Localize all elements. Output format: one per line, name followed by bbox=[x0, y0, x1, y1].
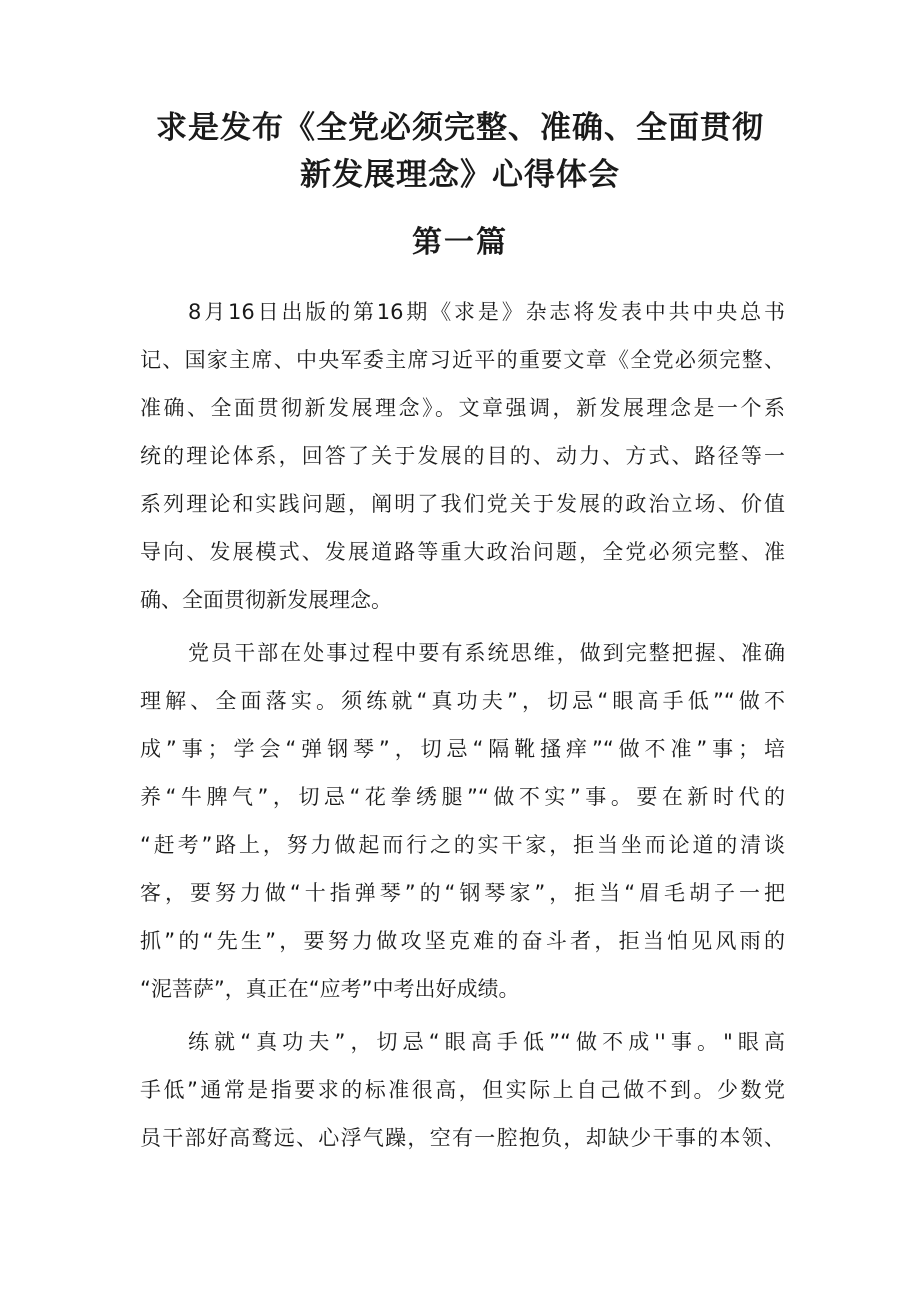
paragraph-1-line: 确、全面贯彻新发展理念。 bbox=[140, 588, 392, 612]
paragraph-1-line: 导向、发展模式、发展道路等重大政治问题，全党必须完整、准 bbox=[140, 540, 785, 564]
paragraph-2-line: 理解、全面落实。须练就“真功夫”，切忌“眼高手低”“做不 bbox=[140, 689, 785, 713]
paragraph-1-line: 系列理论和实践问题，阐明了我们党关于发展的政治立场、价值 bbox=[140, 492, 785, 516]
paragraph-2-line: 养“牛脾气”，切忌“花拳绣腿”“做不实”事。要在新时代的 bbox=[140, 785, 785, 809]
paragraph-1-line: 记、国家主席、中央军委主席习近平的重要文章《全党必须完整、 bbox=[140, 348, 785, 372]
paragraph-1-line: 准确、全面贯彻新发展理念》。文章强调，新发展理念是一个系 bbox=[140, 396, 785, 420]
paragraph-2-line: 党员干部在处事过程中要有系统思维，做到完整把握、准确 bbox=[188, 641, 785, 665]
document-title-line-2: 新发展理念》心得体会 bbox=[300, 157, 620, 193]
paragraph-1-line: 8月16日出版的第16期《求是》杂志将发表中共中央总书 bbox=[188, 300, 785, 324]
paragraph-3-line: 练就“真功夫”，切忌“眼高手低”“做不成''事。"眼高 bbox=[188, 1030, 785, 1054]
paragraph-3-line: 手低”通常是指要求的标准很高，但实际上自己做不到。少数党 bbox=[140, 1078, 785, 1102]
paragraph-1-line: 统的理论体系，回答了关于发展的目的、动力、方式、路径等一 bbox=[140, 444, 785, 468]
section-heading: 第一篇 bbox=[412, 225, 508, 260]
paragraph-2-line: 成”事；学会“弹钢琴”，切忌“隔靴搔痒”“做不准”事；培 bbox=[140, 737, 785, 761]
paragraph-3-line: 员干部好高鹜远、心浮气躁，空有一腔抱负，却缺少干事的本领、 bbox=[140, 1126, 785, 1150]
document-title-line-1: 求是发布《全党必须完整、准确、全面贯彻 bbox=[156, 110, 764, 146]
paragraph-2-line: “泥菩萨”，真正在“应考”中考出好成绩。 bbox=[140, 977, 520, 1001]
paragraph-2-line: 客，要努力做“十指弹琴”的“钢琴家”，拒当“眉毛胡子一把 bbox=[140, 881, 785, 905]
paragraph-2-line: 抓”的“先生”，要努力做攻坚克难的奋斗者，拒当怕见风雨的 bbox=[140, 929, 785, 953]
paragraph-2-line: “赶考”路上，努力做起而行之的实干家，拒当坐而论道的清谈 bbox=[140, 833, 785, 857]
